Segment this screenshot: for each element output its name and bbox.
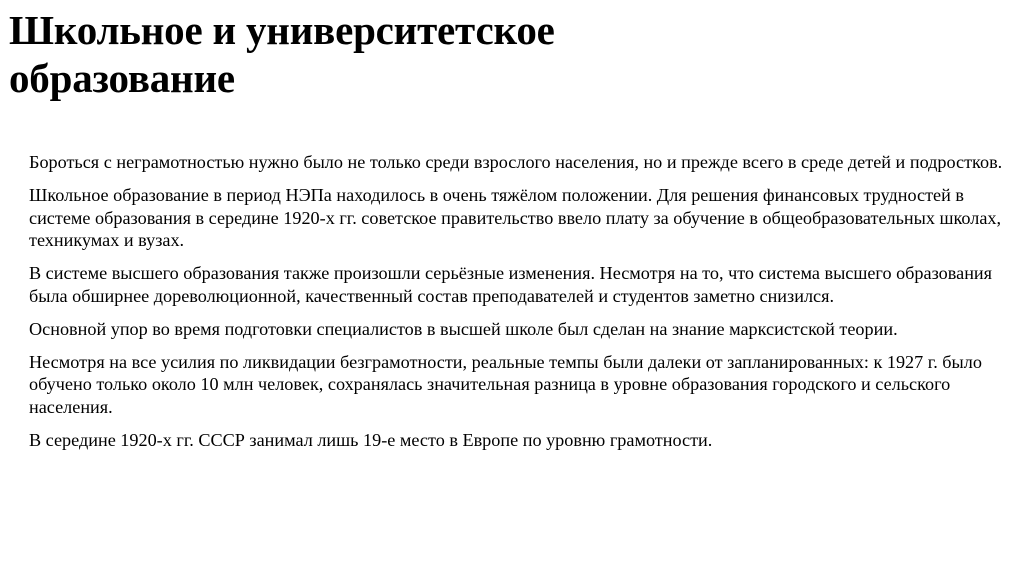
paragraph-higher-education-changes: В системе высшего образования также произошли серьёзные изменения. Несмотря на то, что система высшего образования была обширнее дореволюционной, качественный состав преподавателей и студентов заметно снизился. — [29, 263, 993, 306]
slide-title-line-1: Школьное и университетское — [9, 7, 555, 53]
paragraph-literacy-rates: Несмотря на все усилия по ликвидации безграмотности, реальные темпы были далеки от запланированных: к 1927 г. было обучено только около 10 млн человек, сохранялась значительная разница в уровне образования городского и сельского населения. — [29, 351, 982, 418]
paragraph-school-education-nep: Школьное образование в период НЭПа находилось в очень тяжёлом положении. Для решения финансовых трудностей в системе образования в середине 1920-х гг. советское правительство ввело плату за обучение в общеобразовательных школах, техникумах и вузах. — [29, 184, 1002, 251]
slide-title-line-2: образование — [9, 55, 235, 101]
paragraph-illiteracy-children: Бороться с неграмотностью нужно было не только среди взрослого населения, но и прежде всего в среде детей и подростков. — [29, 152, 1003, 172]
paragraph-marxist-theory: Основной упор во время подготовки специалистов в высшей школе был сделан на знание марксистской теории. — [29, 318, 898, 339]
slide-body — [29, 151, 1019, 462]
paragraph-ussr-ranking: В середине 1920-х гг. СССР занимал лишь 19-е место в Европе по уровню грамотности. — [29, 429, 713, 450]
slide-title — [9, 6, 1009, 102]
